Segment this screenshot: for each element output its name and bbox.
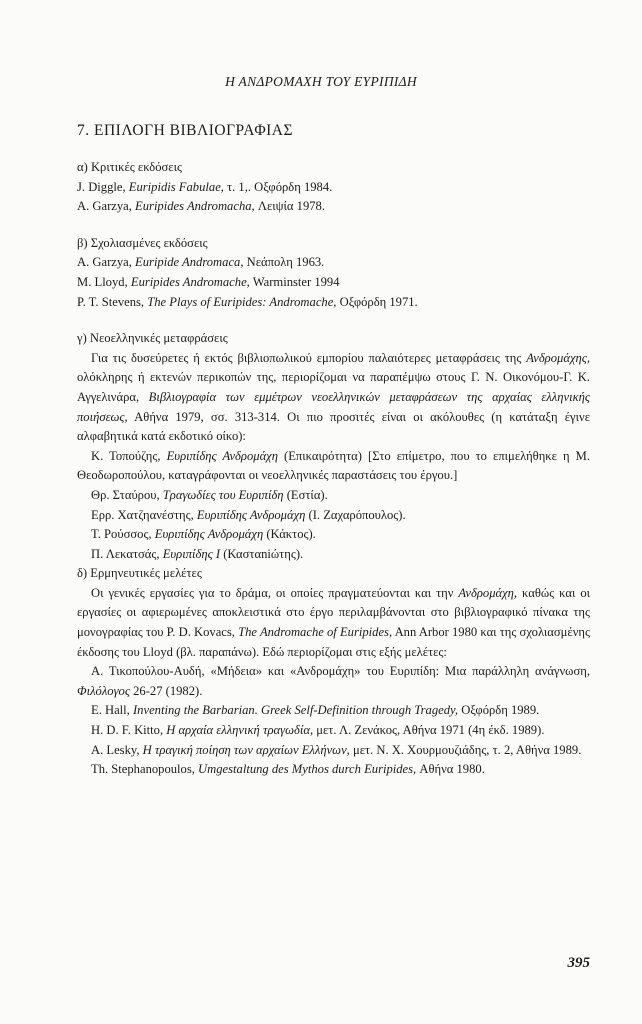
bibliography-entry: E. Hall, Inventing the Barbarian. Greek Self-Definition through Tragedy, Οξφόρδη 1989. <box>91 703 540 718</box>
bibliography-entry: A. Lesky, Η τραγική ποίηση των αρχαίων Ελλήνων, μετ. Ν. Χ. Χουρμουζιάδης, τ. 2, Αθήνα 1989. <box>91 742 582 757</box>
bibliography-entry: A. Garzya, Euripide Andromaca, Νεάπολη 1963. <box>77 255 325 270</box>
subsection-heading-studies: δ) Ερμηνευτικές μελέτες <box>77 566 202 581</box>
bibliography-entry: Κ. Τοπούζης, Ευριπίδης Ανδρομάχη (Επικαιρότητα) [Στο επίμετρο, που το επιμελήθηκε η Μ. Θεοδωροπούλου, καταγράφονται οι νεοελληνικές παραστάσεις του έργου.] <box>77 448 590 483</box>
running-head: Η ΑΝΔΡΟΜΑΧΗ ΤΟΥ ΕΥΡΙΠΙΔΗ <box>225 74 417 89</box>
intro-paragraph: Για τις δυσεύρετες ή εκτός βιβλιοπωλικού εμπορίου παλαιότερες μεταφράσεις της Ανδρομάχης, ολόκληρης ή εκτενών περικοπών της, περιορίζομαι να παραπέμψω στους Γ. Ν. Οικονόμου-Γ. Κ. Αγγελινάρα, Βιβλιογραφία των εμμέτρων νεοελληνικών μεταφράσεων της αρχαίας ελληνικής ποιήσεως, Αθήνα 1979, σσ. 313-314. Οι πιο προσιτές είναι οι ακόλουθες (η κατάταξη έγινε αλφαβητικά κατά εκδοτικό οίκο): <box>77 350 591 444</box>
bibliography-entry: Θρ. Σταύρου, Τραγωδίες του Ευριπίδη (Εστία). <box>91 487 328 502</box>
bibliography-entry: M. Lloyd, Euripides Andromache, Warminster 1994 <box>77 274 340 289</box>
bibliography-entry: A. Garzya, Euripides Andromacha, Λειψία 1978. <box>77 199 325 214</box>
page-number: 395 <box>567 955 590 971</box>
bibliography-content <box>77 158 590 780</box>
bibliography-entry: Th. Stephanopoulos, Umgestaltung des Mythos durch Euripides, Αθήνα 1980. <box>91 762 485 777</box>
bibliography-entry: Τ. Ρούσσος, Ευριπίδης Ανδρομάχη (Κάκτος). <box>91 527 316 542</box>
subsection-heading-translations: γ) Νεοελληνικές μεταφράσεις <box>77 331 228 346</box>
bibliography-entry: J. Diggle, Euripidis Fabulae, τ. 1,. Οξφόρδη 1984. <box>77 179 333 194</box>
bibliography-entry: Α. Τικοπούλου-Αυδή, «Μήδεια» και «Ανδρομάχη» του Ευριπίδη: Μια παράλληλη ανάγνωση, Φιλόλογος 26-27 (1982). <box>77 664 590 698</box>
subsection-heading-annotated-editions: β) Σχολιασμένες εκδόσεις <box>77 235 208 250</box>
intro-paragraph: Οι γενικές εργασίες για το δράμα, οι οποίες πραγματεύονται και την Ανδρομάχη, καθώς και οι εργασίες οι αφιερωμένες αποκλειστικά στο έργο περιλαμβάνονται στο βιβλιογραφικό πίνακα της μονογραφίας του P. D. Kovacs, The Andromache of Euripides, Ann Arbor 1980 και της σχολιασμένης έκδοσης του Lloyd (βλ. παραπάνω). Εδώ περιορίζομαι στις εξής μελέτες: <box>77 585 591 659</box>
bibliography-entry: Ερρ. Χατζηανέστης, Ευριπίδης Ανδρομάχη (Ι. Ζαχαρόπουλος). <box>91 507 406 522</box>
bibliography-entry: H. D. F. Kitto, Η αρχαία ελληνική τραγωδία, μετ. Λ. Ζενάκος, Αθήνα 1971 (4η έκδ. 1989). <box>91 723 545 738</box>
bibliography-entry: Π. Λεκατσάς, Ευριπίδης Ι (Κασταniώτης). <box>91 546 304 561</box>
subsection-heading-critical-editions: α) Κριτικές εκδόσεις <box>77 160 182 174</box>
section-title: 7. ΕΠΙΛΟΓΗ ΒΙΒΛΙΟΓΡΑΦΙΑΣ <box>77 122 294 139</box>
bibliography-entry: P. T. Stevens, The Plays of Euripides: Andromache, Οξφόρδη 1971. <box>77 294 418 309</box>
